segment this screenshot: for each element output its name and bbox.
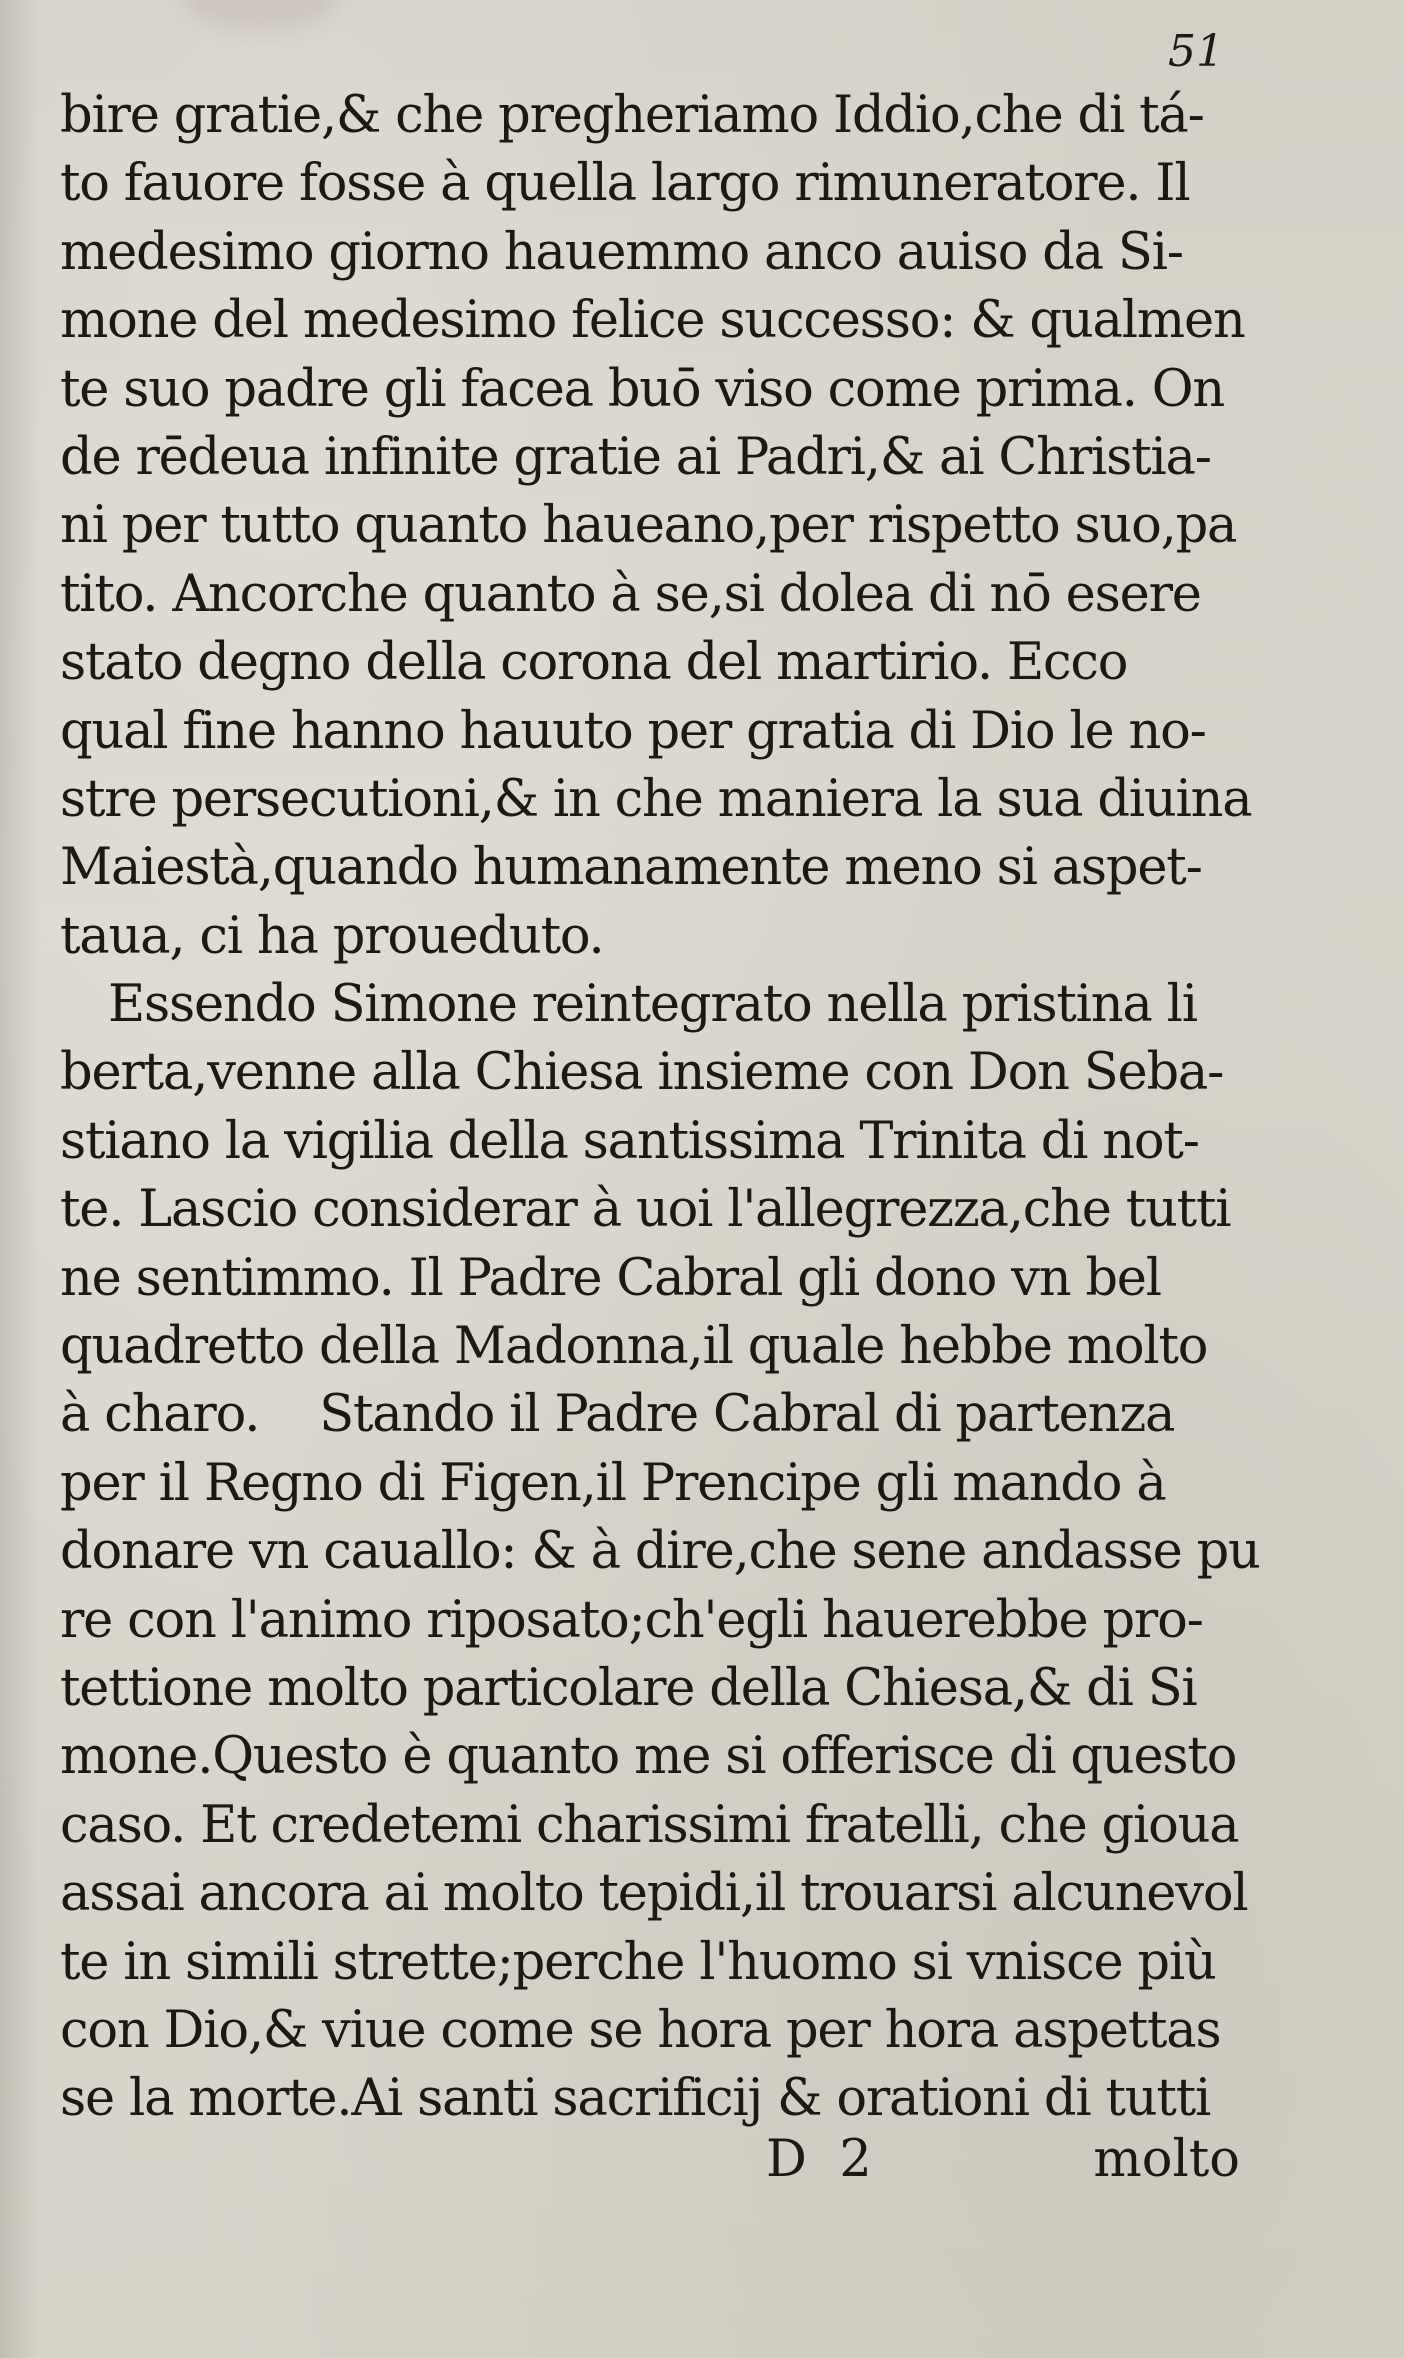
text-line: ni per tutto quanto haueano,per rispetto suo,pa — [60, 496, 1237, 556]
catchword: molto — [1093, 2130, 1240, 2189]
text-line: bire gratie,& che pregheriamo Iddio,che di tá- — [60, 86, 1204, 145]
signature-mark: D 2 — [766, 2130, 872, 2189]
text-line: donare vn cauallo: & à dire,che sene andasse pu — [60, 1522, 1260, 1582]
text-line: Maiestà,quando humanamente meno si aspet- — [60, 838, 1202, 898]
text-line: quadretto della Madonna,il quale hebbe molto — [60, 1317, 1208, 1377]
text-line: tettione molto particolare della Chiesa,& di Si — [60, 1658, 1197, 1718]
text-line: ne sentimmo. Il Padre Cabral gli dono vn bel — [60, 1248, 1161, 1308]
paper-stain — [180, 0, 340, 30]
text-line: mone del medesimo felice successo: & qualmen — [60, 291, 1245, 351]
paragraph-first-line: Essendo Simone reintegrato nella pristina li — [108, 975, 1197, 1035]
page-edge-shadow — [0, 0, 40, 2358]
text-line: te. Lascio considerar à uoi l'allegrezza,che tutti — [60, 1180, 1231, 1240]
text-line: se la morte.Ai santi sacrificij & orationi di tutti — [60, 2069, 1211, 2129]
text-line: to fauore fosse à quella largo rimuneratore. Il — [60, 154, 1190, 214]
text-line: à charo. Stando il Padre Cabral di partenza — [60, 1385, 1175, 1445]
text-line: caso. Et credetemi charissimi fratelli, che gioua — [60, 1795, 1239, 1855]
page-number: 51 — [1168, 26, 1224, 77]
text-line: stato degno della corona del martirio. Ecco — [60, 633, 1128, 693]
text-line: tito. Ancorche quanto à se,si dolea di nō esere — [60, 564, 1201, 624]
text-line: stiano la vigilia della santissima Trinita di not- — [60, 1111, 1199, 1171]
text-line: stre persecutioni,& in che maniera la sua diuina — [60, 769, 1252, 829]
text-line: qual fine hanno hauuto per gratia di Dio le no- — [60, 701, 1206, 761]
text-line: medesimo giorno hauemmo anco auiso da Si- — [60, 222, 1183, 282]
text-line: te in simili strette;perche l'huomo si vnisce più — [60, 1932, 1216, 1992]
text-line: te suo padre gli facea buō viso come prima. On — [60, 359, 1225, 419]
page-footer — [60, 2130, 1240, 2200]
text-line: re con l'animo riposato;ch'egli hauerebbe pro- — [60, 1590, 1203, 1650]
text-line: per il Regno di Figen,il Prencipe gli mando à — [60, 1453, 1166, 1513]
text-line: assai ancora ai molto tepidi,il trouarsi alcunevol — [60, 1864, 1248, 1924]
text-line: de rēdeua infinite gratie ai Padri,& ai Christia- — [60, 427, 1211, 487]
body-text — [60, 82, 1260, 2134]
text-line: berta,venne alla Chiesa insieme con Don Seba- — [60, 1043, 1224, 1103]
text-line: con Dio,& viue come se hora per hora aspettas — [60, 2000, 1221, 2060]
text-line: mone.Questo è quanto me si offerisce di questo — [60, 1727, 1237, 1787]
text-line: taua, ci ha proueduto. — [60, 906, 604, 966]
